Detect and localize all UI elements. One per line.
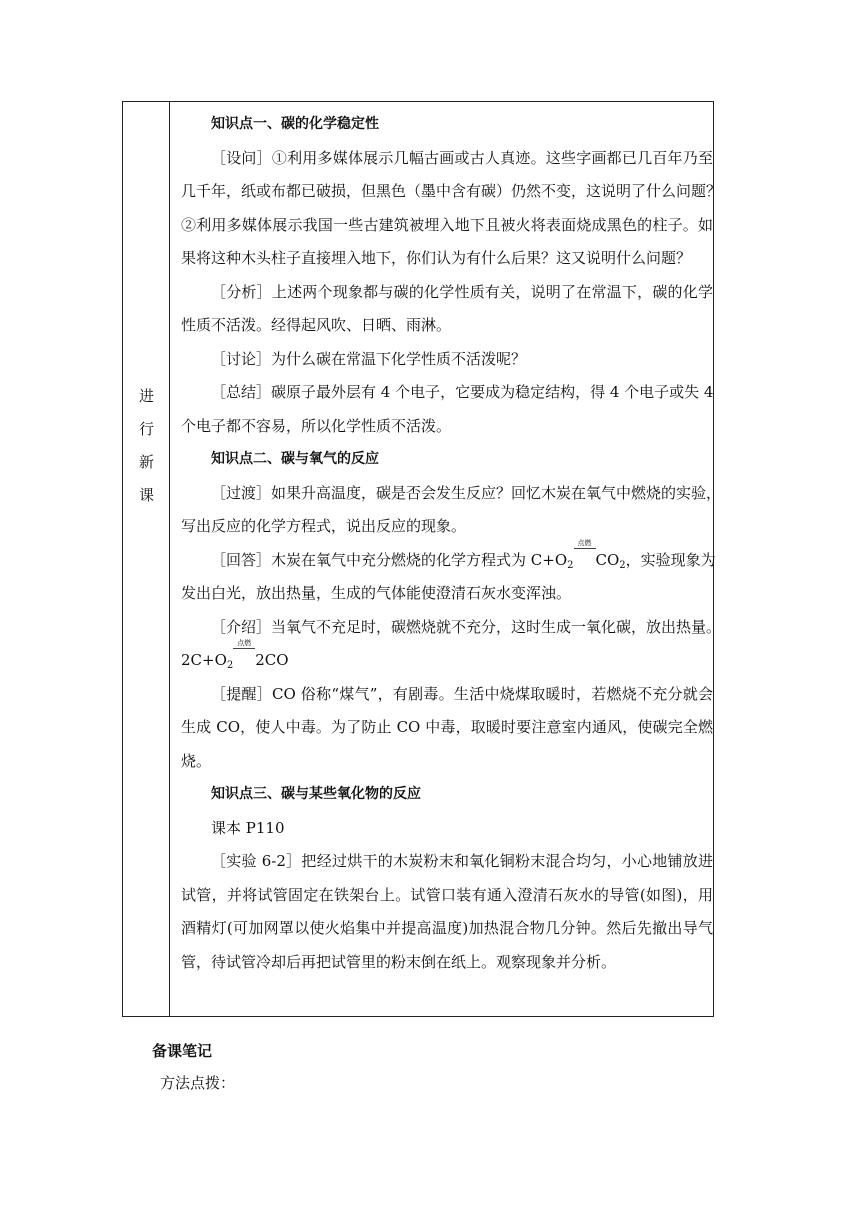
subscript: 2 [567,559,574,571]
lesson-content [181,108,722,979]
paragraph-line: 性质不活泼。经得起风吹、日晒、雨淋。 [181,316,452,334]
subscript: 2 [619,559,626,571]
paragraph-line: 试管，并将试管固定在铁架台上。试管口装有通入澄清石灰水的导管(如图)，用 [181,885,713,904]
paragraph-line: 几千年，纸或布都已破损，但黑色（墨中含有碳）仍然不变，这说明了什么问题？ [181,182,722,200]
section-heading: 知识点一、碳的化学稳定性 [211,116,379,132]
section-heading: 知识点二、碳与氧气的反应 [211,451,379,467]
lesson-table [122,101,722,1017]
text-fragment: CO [595,550,620,569]
paragraph-line: ［设问］①利用多媒体展示几幅古画或古人真迹。这些字画都已几百年乃至 [211,148,713,167]
notes-subtitle: 方法点拨： [160,1074,236,1092]
paragraph-line: ［提醒］CO 俗称“煤气”，有剧毒。生活中烧煤取暖时，若燃烧不充分就会 [211,684,713,703]
paragraph-line: 生成 CO，使人中毒。为了防止 CO 中毒，取暖时要注意室内通风，使碳完全燃 [181,718,713,736]
section-heading: 知识点三、碳与某些氧化物的反应 [211,786,421,802]
reaction-condition [574,538,596,578]
paragraph-line: ［介绍］当氧气不充足时，碳燃烧就不充分，这时生成一氧化碳，放出热量。 [211,617,722,636]
paragraph-line: ［分析］上述两个现象都与碳的化学性质有关，说明了在常温下，碳的化学 [211,282,713,301]
text-fragment: 2CO [255,651,289,669]
reaction-condition [233,639,255,678]
text-fragment: 2C+O [181,651,227,669]
paragraph-line: ［过渡］如果升高温度，碳是否会发生反应？回忆木炭在氧气中燃烧的实验， [211,483,722,502]
condition-label: 点燃 [574,539,596,549]
condition-label: 点燃 [233,639,255,649]
paragraph-line: ［讨论］为什么碳在常温下化学性质不活泼呢？ [211,349,527,368]
text-fragment: ［回答］木炭在氧气中充分燃烧的化学方程式为 C+O [211,550,568,569]
paragraph-line: 酒精灯(可加网罩以使火焰集中并提高温度)加热混合物几分钟。然后先撤出导气 [181,919,713,937]
paragraph-line: ②利用多媒体展示我国一些古建筑被埋入地下且被火将表面烧成黑色的柱子。如 [181,215,713,234]
subscript: 2 [226,660,234,671]
paragraph-line: 个电子都不容易，所以化学性质不活泼。 [181,416,452,435]
paragraph-line: 管，待试管冷却后再把试管里的粉末倒在纸上。观察现象并分析。 [181,952,617,971]
paragraph-line: 课本 P110 [211,818,285,837]
paragraph-line: 发出白光，放出热量，生成的气体能使澄清石灰水变浑浊。 [181,584,572,602]
side-char: 课 [138,486,154,504]
paragraph-line: 烧。 [181,751,212,770]
side-char: 进 [138,387,154,405]
equation-line [181,639,713,678]
side-char: 行 [138,420,154,438]
notes-title: 备课笔记 [152,1042,213,1060]
paragraph-line: 写出反应的化学方程式，说出反应的现象。 [181,517,467,535]
equation-line [181,538,716,578]
text-fragment: ，实验现象为 [625,550,716,569]
paragraph-line: 果将这种木头柱子直接埋入地下，你们认为有什么后果？这又说明什么问题？ [181,249,692,267]
paragraph-line: ［总结］碳原子最外层有 4 个电子，它要成为稳定结构，得 4 个电子或失 4 [211,383,714,401]
side-char: 新 [138,453,154,471]
side-label [123,380,170,512]
paragraph-line: ［实验 6-2］把经过烘干的木炭粉末和氧化铜粉末混合均匀，小心地铺放进 [211,852,713,870]
side-column [123,102,170,1016]
